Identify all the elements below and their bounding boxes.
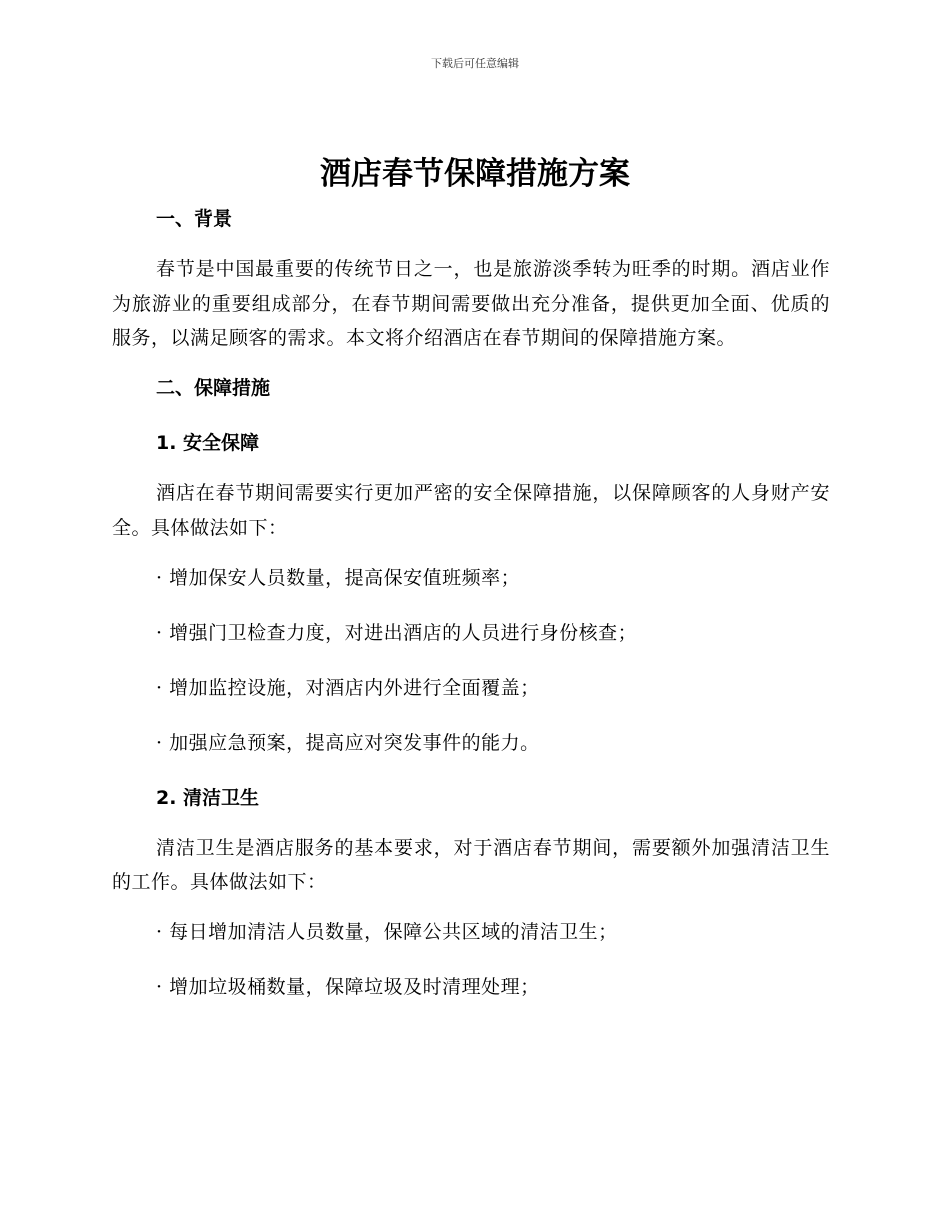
subsection-heading-cleaning: 2. 清洁卫生 <box>156 786 260 809</box>
subsection-heading-safety: 1. 安全保障 <box>156 432 260 455</box>
section-heading-background: 一、背景 <box>156 208 233 230</box>
list-item: · 增加垃圾桶数量，保障垃圾及时清理处理； <box>156 975 540 998</box>
cleaning-paragraph: 清洁卫生是酒店服务的基本要求，对于酒店春节期间，需要额外加强清洁卫生的工作。具体做法如下： <box>112 836 830 894</box>
safety-paragraph: 酒店在春节期间需要实行更加严密的安全保障措施，以保障顾客的人身财产安全。具体做法如下： <box>112 482 830 539</box>
list-item: · 增加保安人员数量，提高保安值班频率； <box>156 566 521 589</box>
background-paragraph: 春节是中国最重要的传统节日之一，也是旅游淡季转为旺季的时期。酒店业作为旅游业的重要组成部分，在春节期间需要做出充分准备，提供更加全面、优质的服务，以满足顾客的需求。本文将介绍酒店在春节期间的保障措施方案。 <box>112 258 830 350</box>
section-heading-measures: 二、保障措施 <box>156 377 271 400</box>
document-title: 酒店春节保障措施方案 <box>320 156 630 192</box>
list-item: · 增强门卫检查力度，对进出酒店的人员进行身份核查； <box>156 621 638 644</box>
document-body <box>112 197 830 1010</box>
list-item: · 加强应急预案，提高应对突发事件的能力。 <box>156 731 540 754</box>
list-item: · 每日增加清洁人员数量，保障公共区域的清洁卫生； <box>156 920 618 943</box>
page-header: 下载后可任意编辑 <box>431 57 519 70</box>
list-item: · 增加监控设施，对酒店内外进行全面覆盖； <box>156 676 540 699</box>
